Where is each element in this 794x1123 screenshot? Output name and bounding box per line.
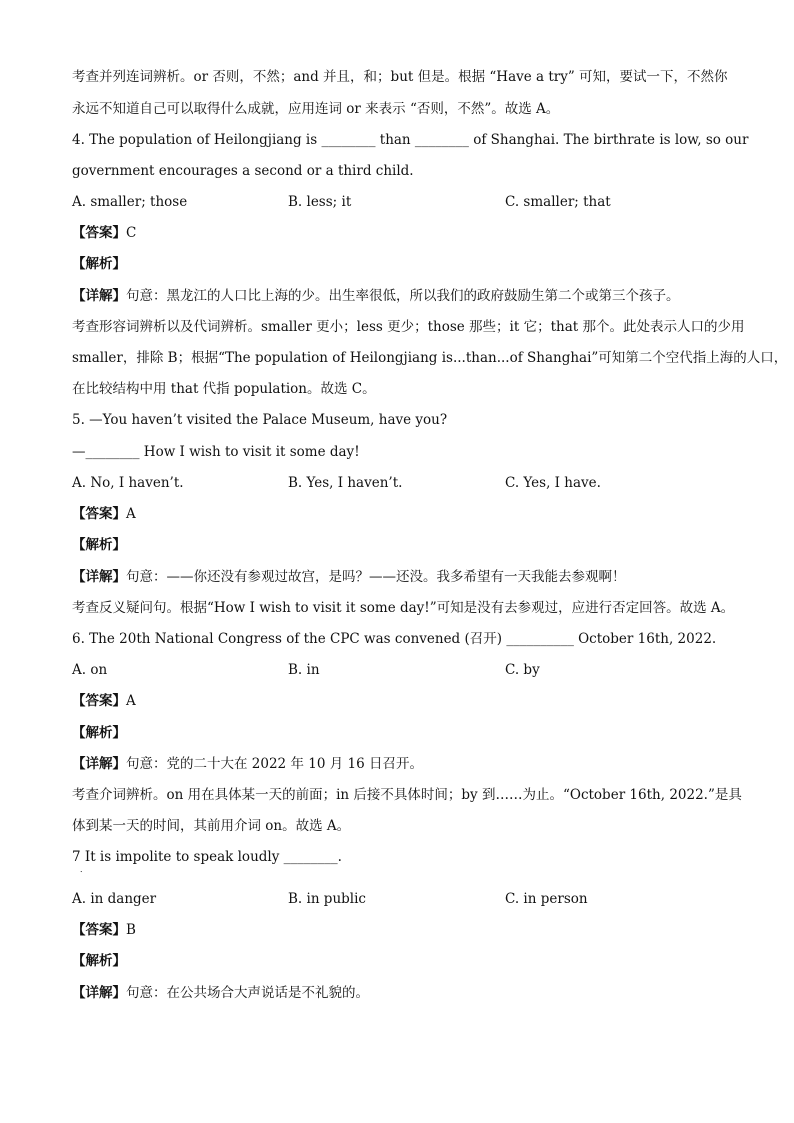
detail-tag: 【详解】 <box>72 569 126 585</box>
question-4-explanation-2: smaller，排除 B；根据“The population of Heilongjiang is...than...of Shanghai”可知第二个空代指上海的人口， <box>72 350 788 366</box>
question-6-option-b: B. in <box>288 662 320 678</box>
answer-tag: 【答案】 <box>72 506 126 522</box>
question-4-stem: 4. The population of Heilongjiang is ________ than ________ of Shanghai. The birthrate is low, so our <box>72 132 749 148</box>
question-7-stem: 7 It is impolite to speak loudly ________. <box>72 849 342 865</box>
question-4-option-c: C. smaller; that <box>505 194 611 210</box>
question-6-answer <box>72 692 136 710</box>
detail-tag: 【详解】 <box>72 985 126 1001</box>
intro-line-1: 考查并列连词辨析。or 否则，不然；and 并且，和；but 但是。根据 “Have a try” 可知，要试一下，不然你 <box>72 69 728 85</box>
intro-line-2: 永远不知道自己可以取得什么成就，应用连词 or 来表示 “否则，不然”。故选 A。 <box>72 101 560 117</box>
question-4-analysis-tag: 【解析】 <box>72 256 126 272</box>
question-5-option-c: C. Yes, I have. <box>505 475 601 491</box>
question-6-explanation-2: 体到某一天的时间，其前用介词 on。故选 A。 <box>72 818 351 834</box>
question-6-analysis-tag: 【解析】 <box>72 725 126 741</box>
answer-tag: 【答案】 <box>72 922 126 938</box>
question-7-option-a: A. in danger <box>72 891 157 907</box>
question-6-explanation-1: 考查介词辨析。on 用在具体某一天的前面；in 后接不具体时间；by 到……为止。“October 16th, 2022.”是具 <box>72 787 742 803</box>
question-4-explanation-3: 在比较结构中用 that 代指 population。故选 C。 <box>72 381 376 397</box>
detail-tag: 【详解】 <box>72 288 126 304</box>
question-7-answer <box>72 921 136 939</box>
answer-tag: 【答案】 <box>72 693 126 709</box>
question-5-option-b: B. Yes, I haven’t. <box>288 475 403 491</box>
answer-value: B <box>126 922 136 938</box>
question-7-option-c: C. in person <box>505 891 588 907</box>
detail-text: 句意：在公共场合大声说话是不礼貌的。 <box>126 985 369 1001</box>
answer-tag: 【答案】 <box>72 225 126 241</box>
answer-value: C <box>126 225 137 241</box>
question-5-answer <box>72 505 136 523</box>
question-4-option-a: A. smaller; those <box>72 194 188 210</box>
question-7-number-dot: ． <box>80 865 88 874</box>
question-6-stem: 6. The 20th National Congress of the CPC was convened (召开) __________ October 16th, 2022. <box>72 631 717 647</box>
answer-value: A <box>126 506 136 522</box>
question-5-analysis-tag: 【解析】 <box>72 537 126 553</box>
question-5-option-a: A. No, I haven’t. <box>72 475 184 491</box>
question-6-option-c: C. by <box>505 662 540 678</box>
question-4-option-b: B. less; it <box>288 194 352 210</box>
detail-text: 句意：——你还没有参观过故宫，是吗？——还没。我多希望有一天我能去参观啊！ <box>126 569 626 585</box>
question-6-option-a: A. on <box>72 662 108 678</box>
question-5-explanation-1: 考查反义疑问句。根据“How I wish to visit it some day!”可知是没有去参观过，应进行否定回答。故选 A。 <box>72 600 735 616</box>
question-5-stem: 5. —You haven’t visited the Palace Museum, have you? <box>72 412 448 428</box>
question-4-explanation-1: 考查形容词辨析以及代词辨析。smaller 更小；less 更少；those 那些；it 它；that 那个。此处表示人口的少用 <box>72 319 745 335</box>
question-7-detail <box>72 984 369 1002</box>
question-7-analysis-tag: 【解析】 <box>72 953 126 969</box>
detail-text: 句意：黑龙江的人口比上海的少。出生率很低，所以我们的政府鼓励生第二个或第三个孩子。 <box>126 288 680 304</box>
question-4-stem-cont: government encourages a second or a third child. <box>72 163 414 179</box>
question-6-detail <box>72 755 423 773</box>
detail-tag: 【详解】 <box>72 756 126 772</box>
answer-value: A <box>126 693 136 709</box>
question-4-detail <box>72 287 680 305</box>
question-4-answer <box>72 224 136 242</box>
question-7-option-b: B. in public <box>288 891 366 907</box>
detail-text: 句意：党的二十大在 2022 年 10 月 16 日召开。 <box>126 756 423 772</box>
question-5-detail <box>72 568 626 586</box>
question-5-stem-cont: —________ How I wish to visit it some day! <box>72 444 360 460</box>
